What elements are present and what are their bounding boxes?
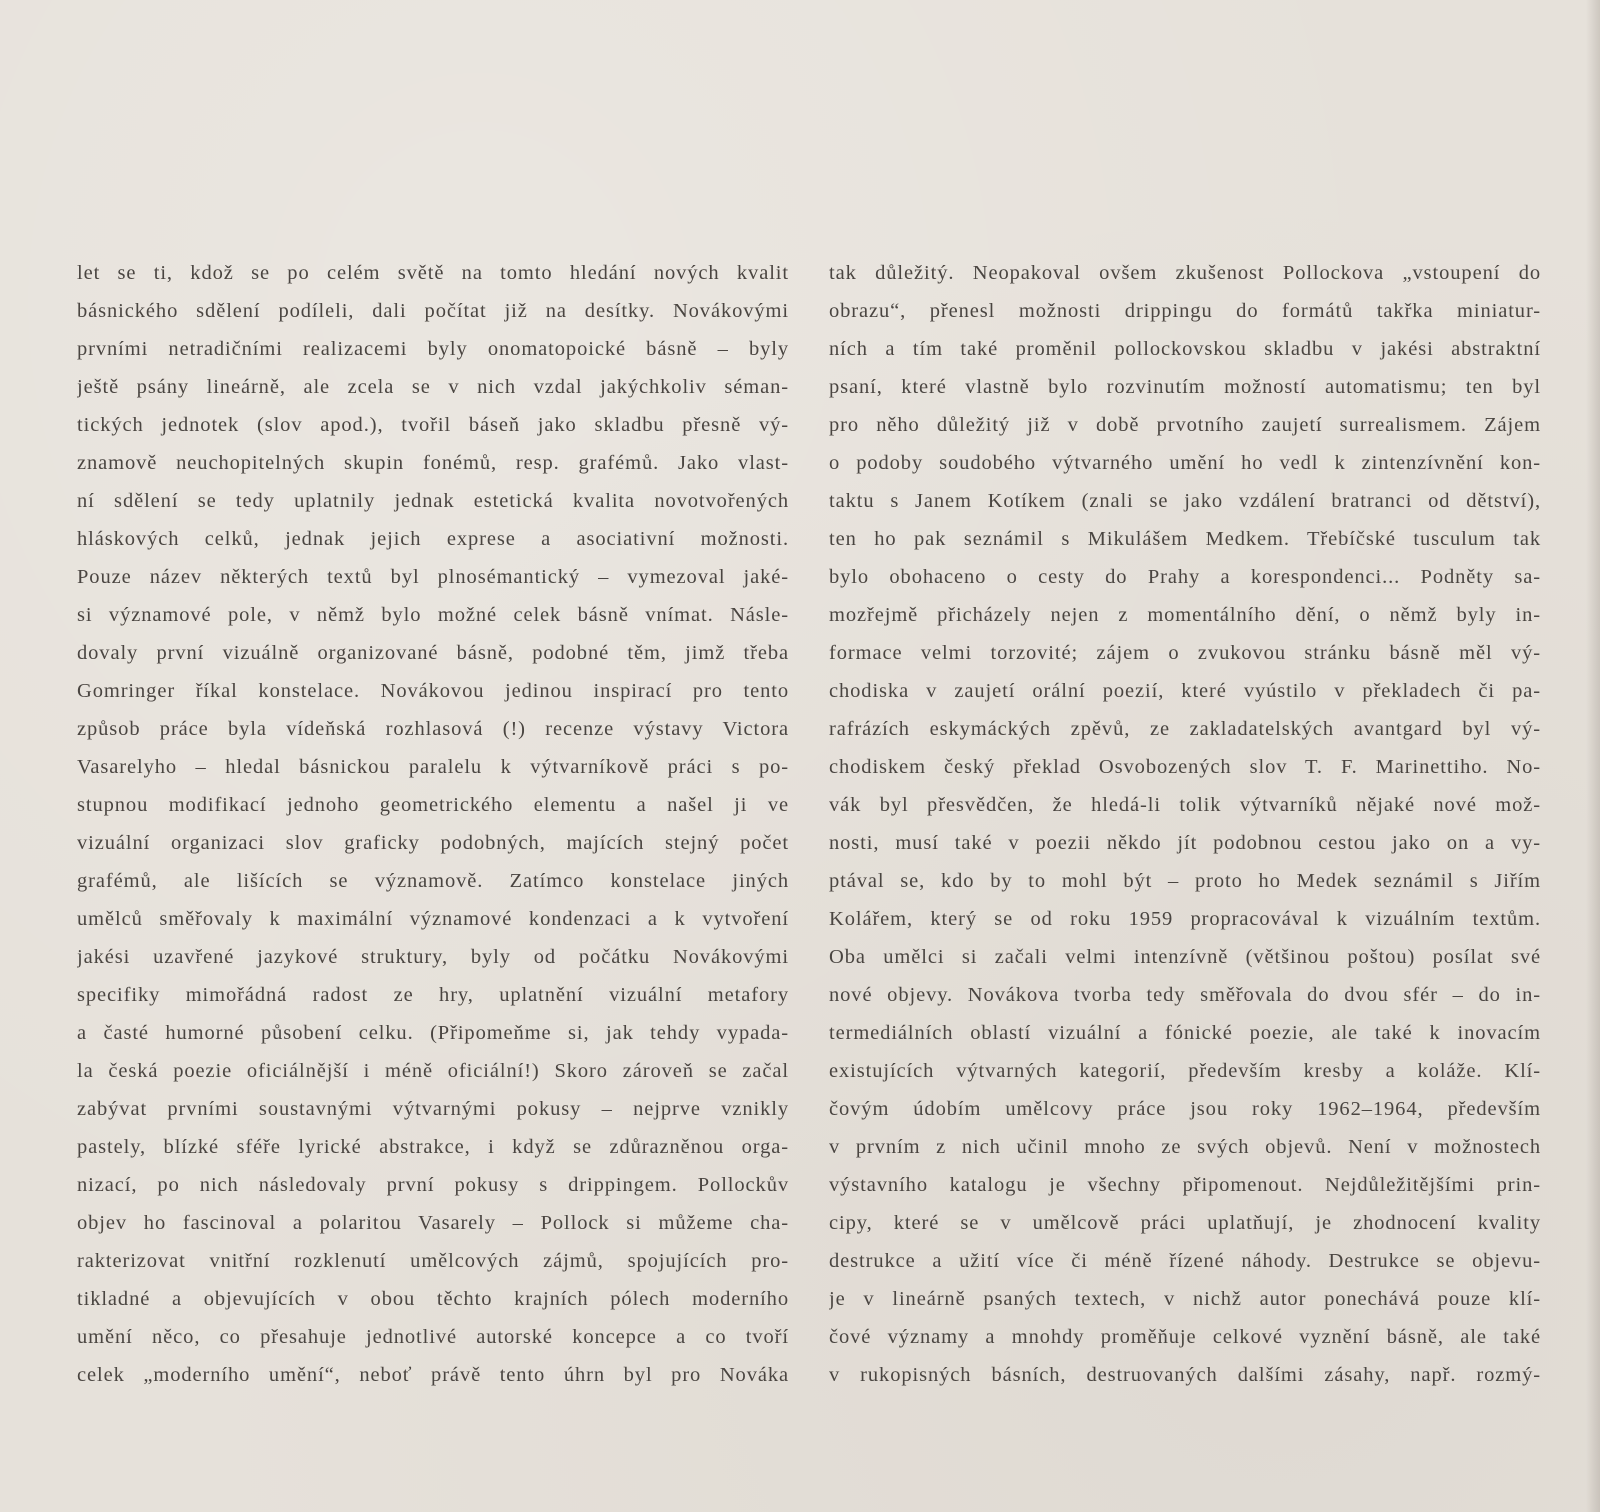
right-column-text-line: ních a tím také proměnil pollockovskou skladbu v jakési abstraktní [829,338,1541,360]
right-column-text-line: bylo obohaceno o cesty do Prahy a korespondenci... Podněty sa- [829,566,1541,588]
left-column-text-line: jakési uzavřené jazykové struktury, byly od počátku Novákovými [77,946,789,968]
right-column-text-line: formace velmi torzovité; zájem o zvukovou stránku básně měl vý- [829,642,1541,664]
right-column-text-line: čovým údobím umělcovy práce jsou roky 1962–1964, především [829,1098,1541,1120]
left-column-text-line: Vasarelyho – hledal básnickou paralelu k výtvarníkově práci s po- [77,756,789,778]
left-column-text-line: objev ho fascinoval a polaritou Vasarely – Pollock si můžeme cha- [77,1212,789,1234]
left-column-text-line: rakterizovat vnitřní rozklenutí umělcových zájmů, spojujících pro- [77,1250,789,1272]
left-column-text-line: ještě psány lineárně, ale zcela se v nich vzdal jakýchkoliv séman- [77,376,789,398]
left-column-text-line: nizací, po nich následovaly první pokusy s drippingem. Pollockův [77,1174,789,1196]
right-column-text-line: cipy, které se v umělcově práci uplatňují, je zhodnocení kvality [829,1212,1541,1234]
right-column-text-line: o podoby soudobého výtvarného umění ho vedl k zintenzívnění kon- [829,452,1541,474]
right-column-text-line: tak důležitý. Neopakoval ovšem zkušenost Pollockova „vstoupení do [829,262,1541,284]
left-column-text-line: zabývat prvními soustavnými výtvarnými pokusy – nejprve vznikly [77,1098,789,1120]
right-column-text-line: destrukce a užití více či méně řízené náhody. Destrukce se objevu- [829,1250,1541,1272]
right-column-text-line: výstavního katalogu je všechny připomenout. Nejdůležitějšími prin- [829,1174,1541,1196]
right-column-text-line: existujících výtvarných kategorií, především kresby a koláže. Klí- [829,1060,1541,1082]
left-column-text-line: specifiky mimořádná radost ze hry, uplatnění vizuální metafory [77,984,789,1006]
left-column-text-line: Gomringer říkal konstelace. Novákovou jedinou inspirací pro tento [77,680,789,702]
right-column-text-line: mozřejmě přicházely nejen z momentálního dění, o němž byly in- [829,604,1541,626]
left-column-text-line: let se ti, kdož se po celém světě na tomto hledání nových kvalit [77,262,789,284]
left-column-text-line: znamově neuchopitelných skupin fonémů, resp. grafémů. Jako vlast- [77,452,789,474]
left-column-text-line: prvními netradičními realizacemi byly onomatopoické básně – byly [77,338,789,360]
left-column-text-line: grafémů, ale lišících se významově. Zatímco konstelace jiných [77,870,789,892]
right-column-text-line: pro něho důležitý již v době prvotního zaujetí surrealismem. Zájem [829,414,1541,436]
right-column-text-line: termediálních oblastí vizuální a fónické poezie, ale také k inovacím [829,1022,1541,1044]
right-column-text-line: v rukopisných básních, destruovaných dalšími zásahy, např. rozmý- [829,1364,1541,1386]
right-column-text-line: psaní, které vlastně bylo rozvinutím možností automatismu; ten byl [829,376,1541,398]
right-column-text-line: v prvním z nich učinil mnoho ze svých objevů. Není v možnostech [829,1136,1541,1158]
left-column-text-line: básnického sdělení podíleli, dali počítat již na desítky. Novákovými [77,300,789,322]
left-column-text-line: tických jednotek (slov apod.), tvořil báseň jako skladbu přesně vý- [77,414,789,436]
page-edge-shadow [1586,0,1600,1512]
right-column-text-line: rafrázích eskymáckých zpěvů, ze zakladatelských avantgard byl vý- [829,718,1541,740]
left-column-text-line: ní sdělení se tedy uplatnily jednak estetická kvalita novotvořených [77,490,789,512]
left-column-text-line: a časté humorné působení celku. (Připomeňme si, jak tehdy vypada- [77,1022,789,1044]
right-column-text-line: chodiska v zaujetí orální poezií, které vyústilo v překladech či pa- [829,680,1541,702]
right-column-text-line: vák byl přesvědčen, že hledá-li tolik výtvarníků nějaké nové mož- [829,794,1541,816]
right-column-text-line: nové objevy. Novákova tvorba tedy směřovala do dvou sfér – do in- [829,984,1541,1006]
left-column-text-line: tikladné a objevujících v obou těchto krajních pólech moderního [77,1288,789,1310]
left-column-text-line: umělců směřovaly k maximální významové kondenzaci a k vytvoření [77,908,789,930]
left-column-text-line: hláskových celků, jednak jejich exprese a asociativní možnosti. [77,528,789,550]
right-column-text-line: ten ho pak seznámil s Mikulášem Medkem. Třebíčské tusculum tak [829,528,1541,550]
right-column-text-line: ptával se, kdo by to mohl být – proto ho Medek seznámil s Jiřím [829,870,1541,892]
left-column-text-line: Pouze název některých textů byl plnosémantický – vymezoval jaké- [77,566,789,588]
left-column-text-line: vizuální organizaci slov graficky podobných, majících stejný počet [77,832,789,854]
right-column-text-line: obrazu“, přenesl možnosti drippingu do formátů takřka miniatur- [829,300,1541,322]
left-column-text-line: způsob práce byla vídeňská rozhlasová (!) recenze výstavy Victora [77,718,789,740]
left-column-text-line: dovaly první vizuálně organizované básně, podobné těm, jimž třeba [77,642,789,664]
left-column-text-line: celek „moderního umění“, neboť právě tento úhrn byl pro Nováka [77,1364,789,1386]
left-column-text-line: stupnou modifikací jednoho geometrického elementu a našel ji ve [77,794,789,816]
right-column-text-line: nosti, musí také v poezii někdo jít podobnou cestou jako on a vy- [829,832,1541,854]
left-text-column [77,254,789,1394]
right-column-text-line: čové významy a mnohdy proměňuje celkové vyznění básně, ale také [829,1326,1541,1348]
left-column-text-line: si významové pole, v němž bylo možné celek básně vnímat. Násle- [77,604,789,626]
left-column-text-line: umění něco, co přesahuje jednotlivé autorské koncepce a co tvoří [77,1326,789,1348]
right-column-text-line: Oba umělci si začali velmi intenzívně (většinou poštou) posílat své [829,946,1541,968]
right-text-column [829,254,1541,1394]
left-column-text-line: la česká poezie oficiálnější i méně oficiální!) Skoro zároveň se začal [77,1060,789,1082]
right-column-text-line: taktu s Janem Kotíkem (znali se jako vzdálení bratranci od dětství), [829,490,1541,512]
right-column-text-line: je v lineárně psaných textech, v nichž autor ponechává pouze klí- [829,1288,1541,1310]
right-column-text-line: Kolářem, který se od roku 1959 propracovával k vizuálním textům. [829,908,1541,930]
left-column-text-line: pastely, blízké sféře lyrické abstrakce, i když se zdůrazněnou orga- [77,1136,789,1158]
right-column-text-line: chodiskem český překlad Osvobozených slov T. F. Marinettiho. No- [829,756,1541,778]
